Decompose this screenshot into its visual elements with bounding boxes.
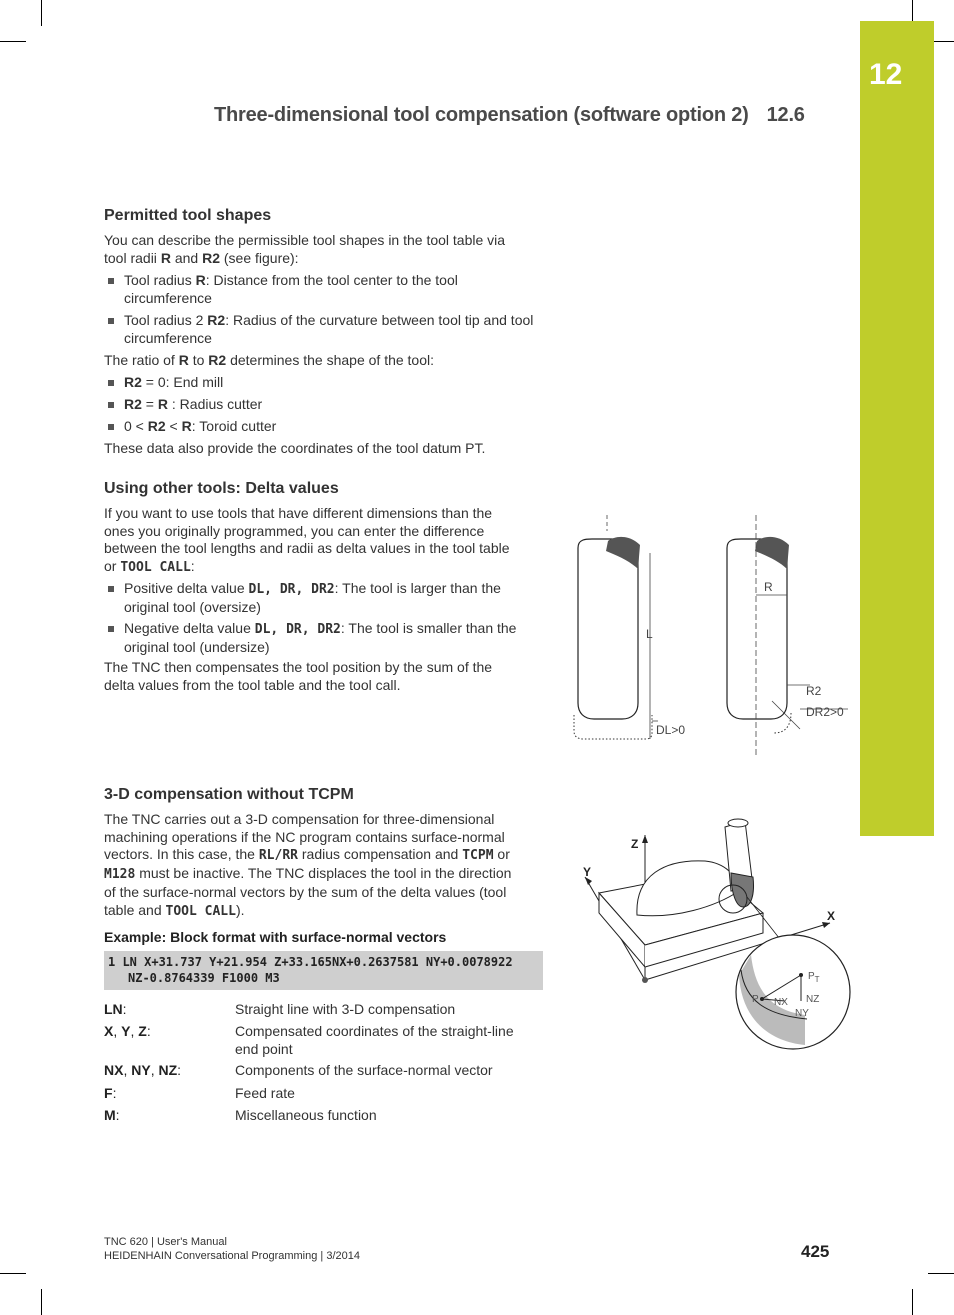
heading-3d-compensation: 3-D compensation without TCPM [104,786,354,803]
footer-line: HEIDENHAIN Conversational Programming | 3/2014 [104,1250,360,1262]
definition-value: Components of the surface-normal vector [235,1062,493,1078]
page-number: 425 [801,1242,830,1261]
label-ny: NY [795,1008,809,1019]
label-pt: $P_T$ [808,971,820,984]
label-R2: R2 [806,684,822,698]
label-L: L [646,627,653,641]
label-R: R [764,580,773,594]
header-title: Three-dimensional tool compensation (software option 2) [214,104,749,126]
heading-delta-values: Using other tools: Delta values [104,480,339,497]
definition-key: M: [104,1107,120,1123]
label-p: P [752,994,759,1005]
paragraph: The ratio of R to R2 determines the shape of the tool: [104,352,435,368]
delta-tools-figure [560,505,860,755]
definition-value: Miscellaneous function [235,1107,377,1123]
crop-mark [928,1273,954,1274]
definition-key: LN: [104,1001,127,1017]
code-block [104,951,543,990]
definition-key: X, Y, Z: [104,1023,151,1039]
paragraph: If you want to use tools that have different dimensions than the ones you originally programmed, you can enter the difference between the tool lengths and radii as delta values in the tool table or TOOL CALL: [104,505,510,576]
chapter-number: 12 [869,58,903,91]
bullet-icon [108,402,114,408]
definition-key: NX, NY, NZ: [104,1062,182,1078]
definition-value: Compensated coordinates of the straight-line end point [235,1023,514,1057]
label-DR2: DR2>0 [806,705,844,719]
crop-mark [0,41,26,42]
paragraph: These data also provide the coordinates of the tool datum PT. [104,440,486,456]
example-heading: Example: Block format with surface-normal vectors [104,929,447,945]
crop-mark [41,1289,42,1315]
crop-mark [912,1289,913,1315]
axis-label-y: Y [583,865,592,879]
paragraph: The TNC then compensates the tool position by the sum of the delta values from the tool table and the tool call. [104,659,493,693]
axis-label-z: Z [631,837,639,851]
definition-value: Straight line with 3-D compensation [235,1001,456,1017]
label-DL: DL>0 [656,723,686,737]
bullet-icon [108,278,114,284]
bullet-icon [108,380,114,386]
label-nz: NZ [806,994,820,1005]
chapter-tab [860,21,934,836]
heading-permitted-tool-shapes: Permitted tool shapes [104,207,272,224]
surface-normal-figure [565,815,860,1060]
bullet-icon [108,424,114,430]
paragraph: The TNC carries out a 3-D compensation for three-dimensional machining operations if the NC program contains surface-normal vectors. In this case, the RL/RR radius compensation and TCPM or M128 must be inactive. The TNC displaces the tool in the direction of the surface-normal vectors by the sum of the delta values (tool table and TOOL CALL). [104,811,512,919]
crop-mark [0,1273,26,1274]
code-line: NZ-0.8764339 F1000 M3 [128,971,280,985]
running-header [214,104,805,127]
footer-line: TNC 620 | User's Manual [104,1236,227,1248]
definition-key: F: [104,1085,117,1101]
label-nx: NX [774,997,788,1008]
bullet-icon [108,318,114,324]
bullet-icon [108,586,114,592]
bullet-icon [108,626,114,632]
header-section: 12.6 [766,104,805,126]
paragraph: You can describe the permissible tool shapes in the tool table via tool radii R and R2 (see figure): [104,232,506,266]
code-line: 1 LN X+31.737 Y+21.954 Z+33.165NX+0.2637581 NY+0.0078922 [108,955,513,969]
definition-value: Feed rate [235,1085,295,1101]
crop-mark [41,0,42,26]
axis-label-x: X [827,909,836,923]
